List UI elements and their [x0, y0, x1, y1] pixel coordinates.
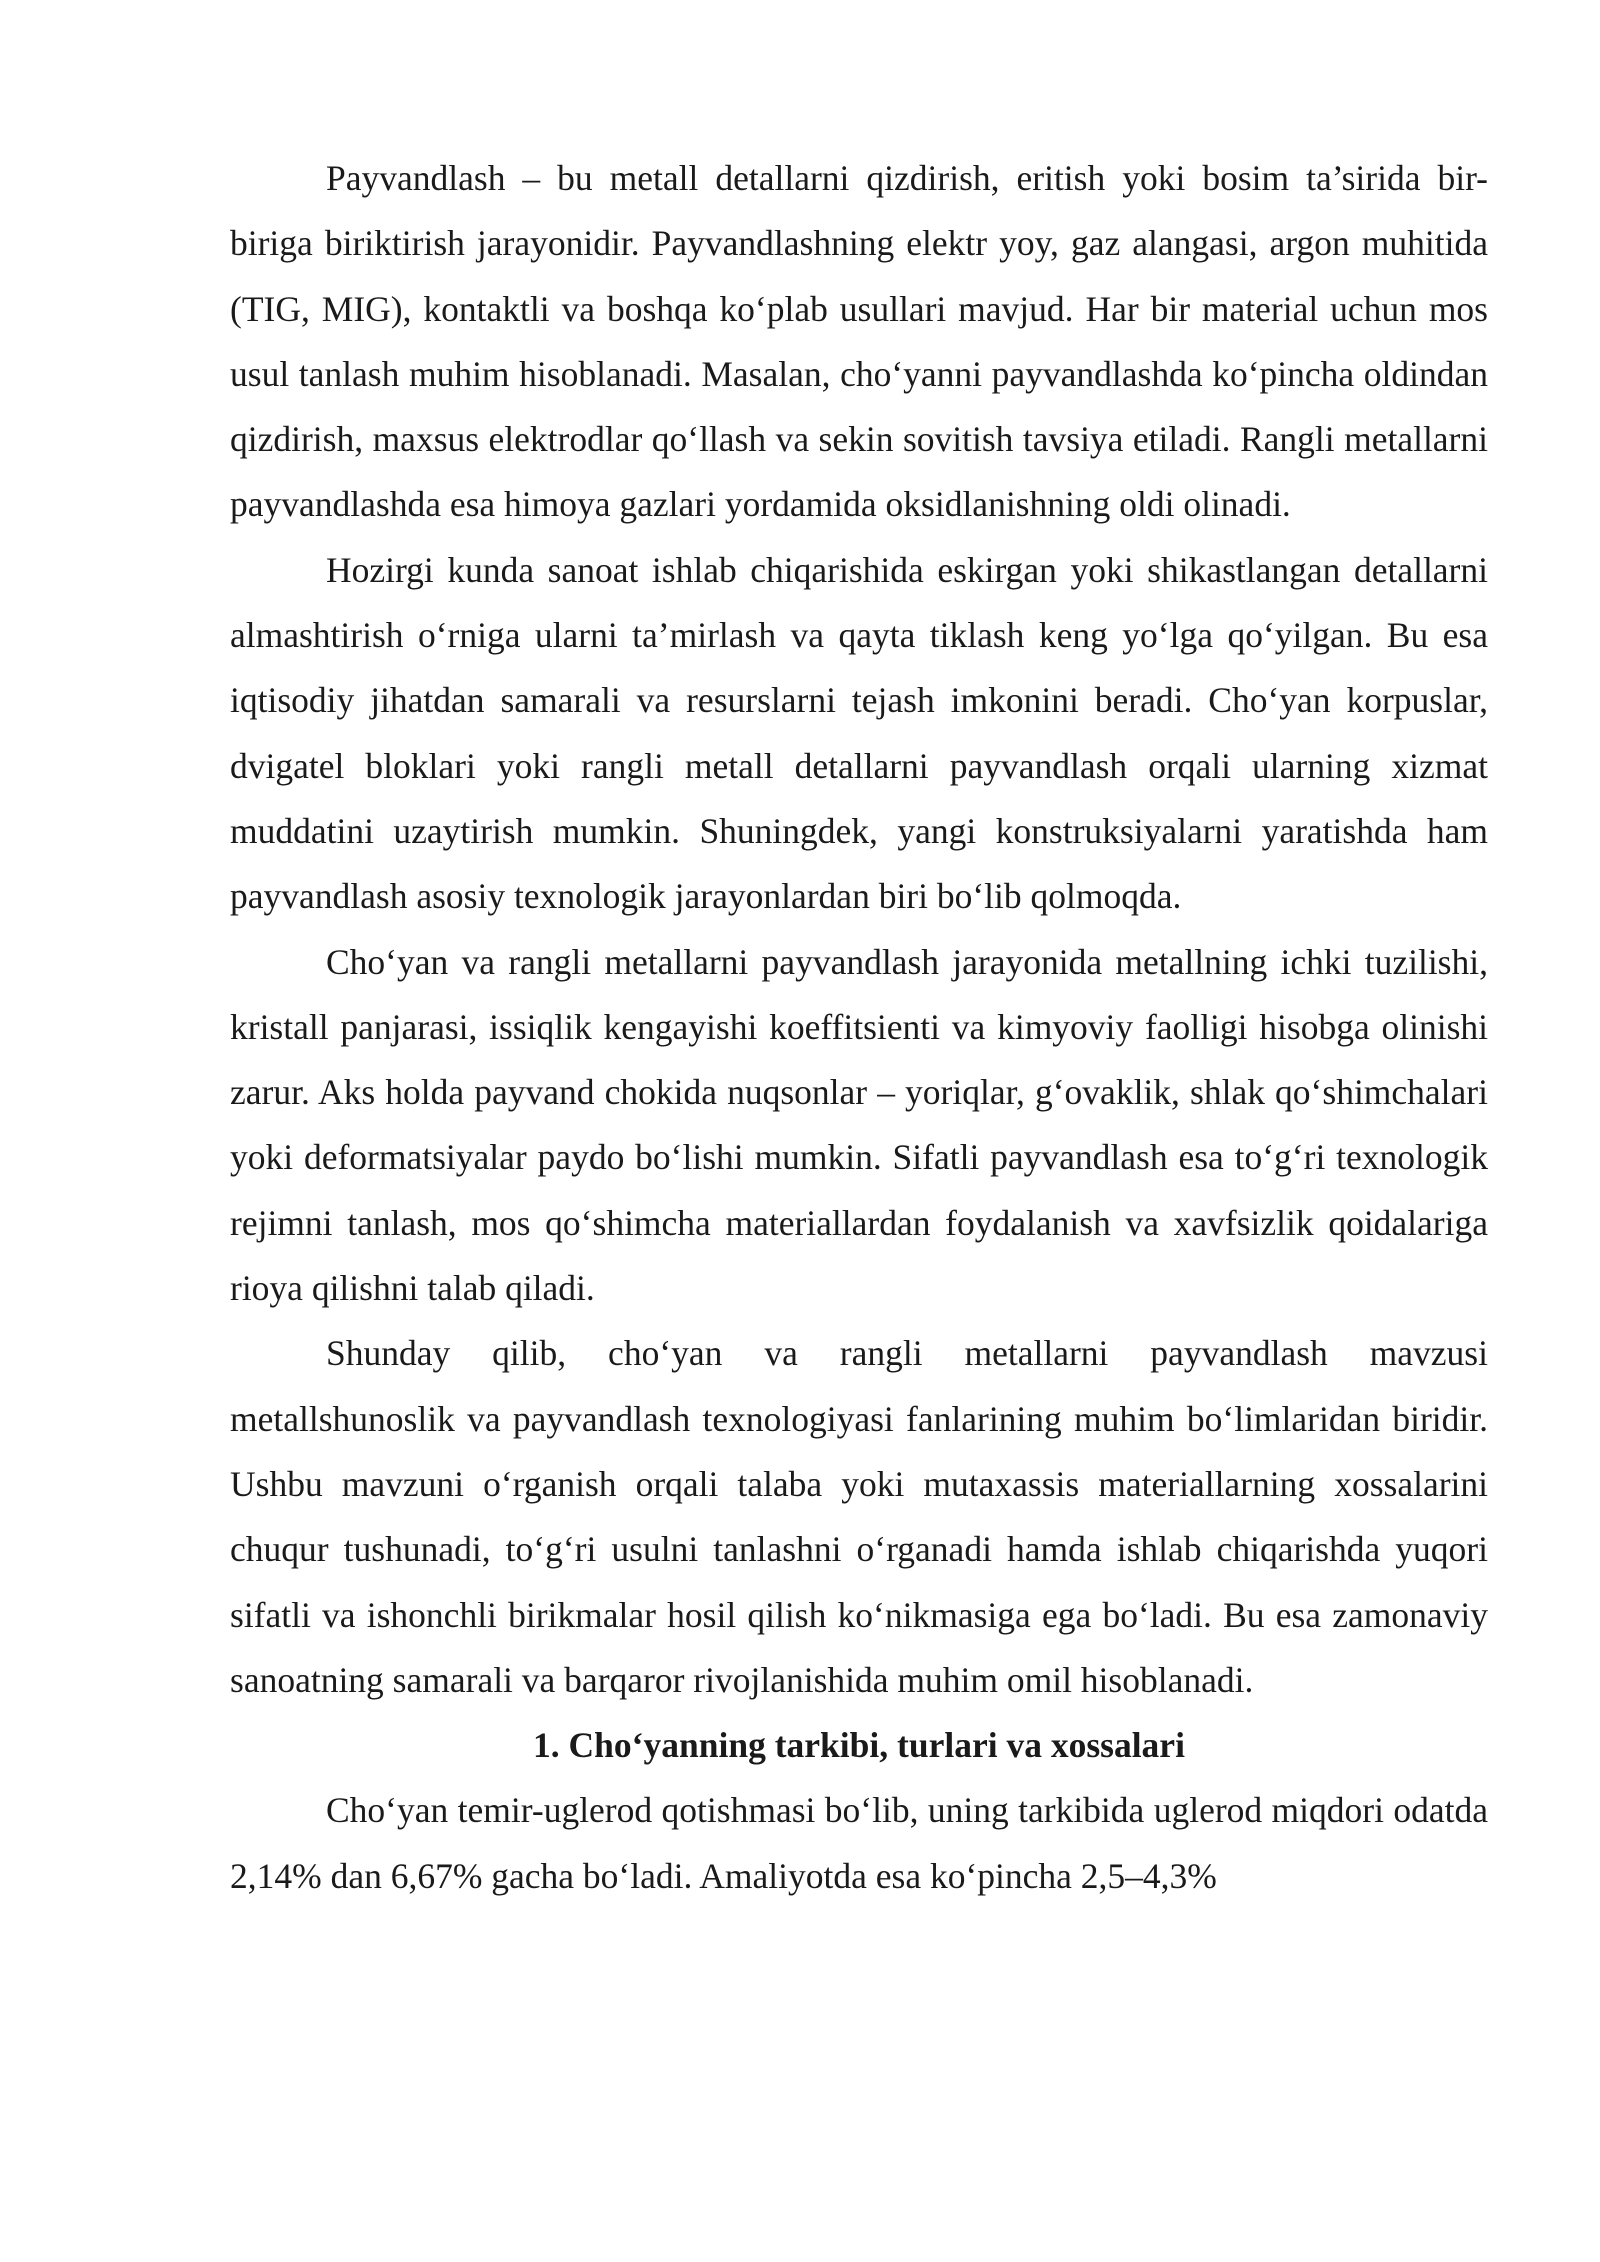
section-heading: 1. Cho‘yanning tarkibi, turlari va xossalari — [533, 1725, 1185, 1766]
paragraph-intro: Payvandlash – bu metall detallarni qizdirish, eritish yoki bosim ta’sirida bir-biriga biriktirish jarayonidir. Payvandlashning elektr yoy, gaz alangasi, argon muhitida (TIG, MIG), kontaktli va boshqa ko‘plab usullari mavjud. Har bir material uchun mos usul tanlash muhim hisoblanadi. Masalan, cho‘yanni payvandlashda ko‘pincha oldindan qizdirish, maxsus elektrodlar qo‘llash va sekin sovitish tavsiya etiladi. Rangli metallarni payvandlashda esa himoya gazlari yordamida oksidlanishning oldi olinadi. — [230, 158, 1488, 525]
paragraph-process: Cho‘yan va rangli metallarni payvandlash jarayonida metallning ichki tuzilishi, kristall panjarasi, issiqlik kengayishi koeffitsienti va kimyoviy faolligi hisobga olinishi zarur. Aks holda payvand chokida nuqsonlar – yoriqlar, g‘ovaklik, shlak qo‘shimchalari yoki deformatsiyalar paydo bo‘lishi mumkin. Sifatli payvandlash esa to‘g‘ri texnologik rejimni tanlash, mos qo‘shimcha materiallardan foydalanish va xavfsizlik qoidalariga rioya qilishni talab qiladi. — [230, 941, 1488, 1309]
paragraph-conclusion: Shunday qilib, cho‘yan va rangli metallarni payvandlash mavzusi metallshunoslik va payvandlash texnologiyasi fanlarining muhim bo‘limlaridan biridir. Ushbu mavzuni o‘rganish orqali talaba yoki mutaxassis materiallarning xossalarini chuqur tushunadi, to‘g‘ri usulni tanlashni o‘rganadi hamda ishlab chiqarishda yuqori sifatli va ishonchli birikmalar hosil qilish ko‘nikmasiga ega bo‘ladi. Bu esa zamonaviy sanoatning samarali va barqaror rivojlanishida muhim omil hisoblanadi. — [230, 1333, 1488, 1700]
paragraph-repair: Hozirgi kunda sanoat ishlab chiqarishida eskirgan yoki shikastlangan detallarni almashtirish o‘rniga ularni ta’mirlash va qayta tiklash keng yo‘lga qo‘yilgan. Bu esa iqtisodiy jihatdan samarali va resurslarni tejash imkonini beradi. Cho‘yan korpuslar, dvigatel bloklari yoki rangli metall detallarni payvandlash orqali ularning xizmat muddatini uzaytirish mumkin. Shuningdek, yangi konstruksiyalarni yaratishda ham payvandlash asosiy texnologik jarayonlardan biri bo‘lib qolmoqda. — [230, 549, 1488, 917]
document-page — [230, 146, 1488, 1909]
paragraph-section-1: Cho‘yan temir-uglerod qotishmasi bo‘lib, uning tarkibida uglerod miqdori odatda 2,14% dan 6,67% gacha bo‘ladi. Amaliyotda esa ko‘pincha 2,5–4,3% — [230, 1790, 1488, 1896]
